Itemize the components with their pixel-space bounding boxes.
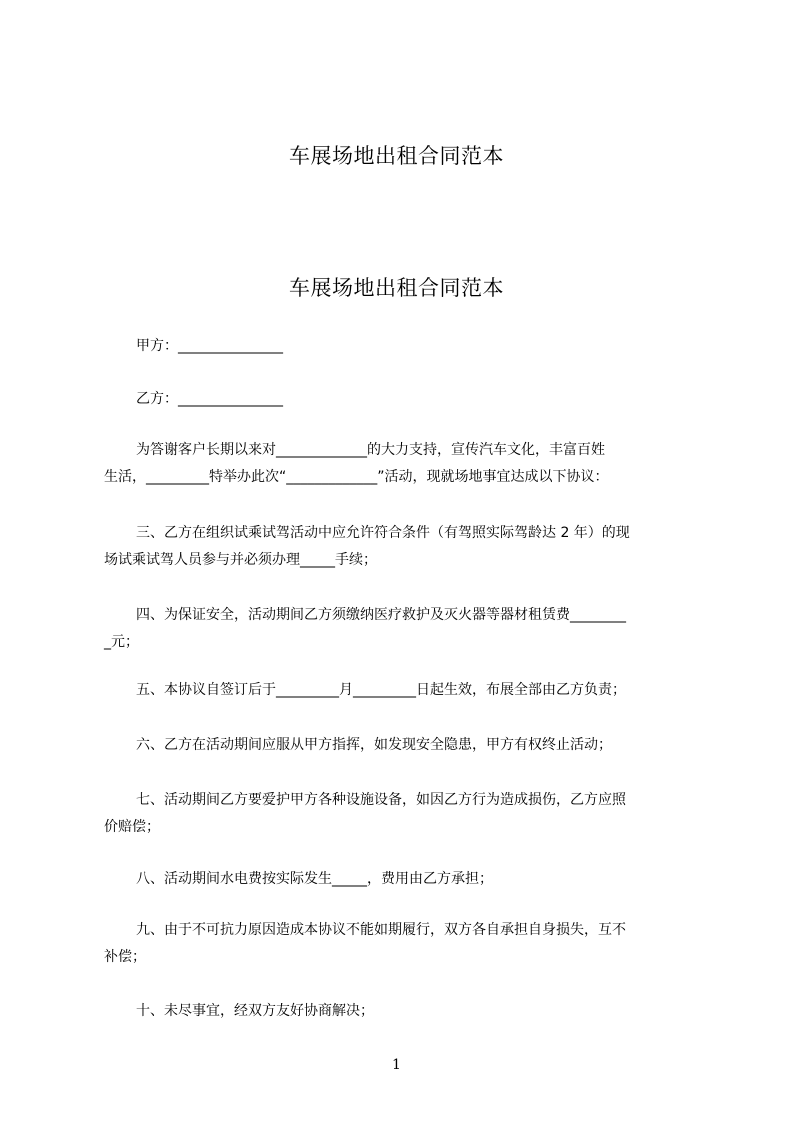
header-title: 车展场地出租合同范本 [289, 144, 504, 168]
party-b-line [104, 386, 704, 413]
clause-6-text: 六、乙方在活动期间应服从甲方指挥，如发现安全隐患，甲方有权终止活动； [136, 737, 612, 753]
clause-8-text: 八、活动期间水电费按实际发生_____，费用由乙方承担； [136, 871, 493, 887]
clause-3 [104, 520, 704, 574]
clause-4-line-2: _元； [104, 634, 139, 650]
document-title: 车展场地出租合同范本 [289, 276, 504, 300]
clause-8 [104, 866, 704, 893]
clause-4-line-1: 四、为保证安全，活动期间乙方须缴纳医疗救护及灭火器等器材租赁费________ [136, 607, 626, 623]
page-number: 1 [392, 1057, 401, 1073]
clause-3-line-1: 三、乙方在组织试乘试驾活动中应允许符合条件（有驾照实际驾龄达 2 年）的现 [136, 525, 630, 541]
clause-7-line-2: 价赔偿； [104, 819, 160, 835]
clause-7-line-1: 七、活动期间乙方要爱护甲方各种设施设备，如因乙方行为造成损伤，乙方应照 [136, 792, 626, 808]
clause-9-line-2: 补偿； [104, 949, 146, 965]
intro-line-2: 生活，_________特举办此次“_____________”活动，现就场地事宜达成以下协议： [104, 469, 609, 485]
intro-paragraph [104, 437, 704, 491]
party-b-text: 乙方：_______________ [136, 391, 283, 407]
clause-9-line-1: 九、由于不可抗力原因造成本协议不能如期履行，双方各自承担自身损失，互不 [136, 922, 626, 938]
intro-line-1: 为答谢客户长期以来对_____________的大力支持，宣传汽车文化，丰富百姓 [136, 442, 605, 458]
clause-5 [104, 677, 704, 704]
clause-9 [104, 917, 704, 971]
party-a-line [104, 333, 704, 360]
clause-3-line-2: 场试乘试驾人员参与并必须办理_____手续； [104, 552, 377, 568]
clause-6 [104, 732, 704, 759]
clause-4 [104, 602, 704, 656]
clause-5-text: 五、本协议自签订后于_________月_________日起生效，布展全部由乙方负责； [136, 682, 626, 698]
clause-7 [104, 787, 704, 841]
clause-10 [104, 998, 704, 1025]
clause-10-text: 十、未尽事宜，经双方友好协商解决； [136, 1003, 374, 1019]
party-a-text: 甲方：_______________ [136, 338, 283, 354]
